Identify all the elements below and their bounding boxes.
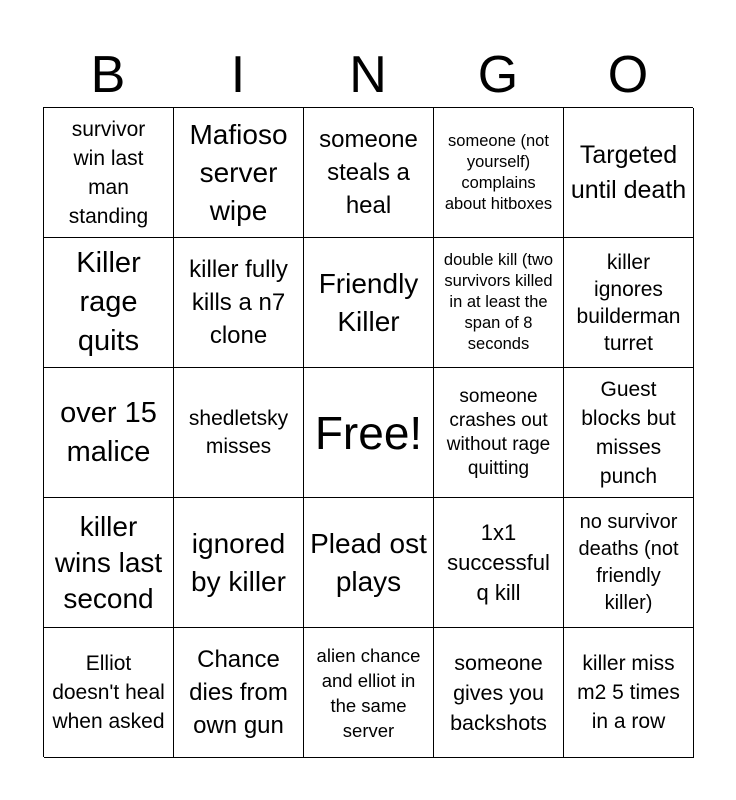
bingo-cell[interactable] xyxy=(44,238,174,368)
cell-label: Targeted until death xyxy=(570,140,687,204)
header-letter-b: B xyxy=(90,46,126,104)
bingo-cell[interactable] xyxy=(434,238,564,368)
header-letter-g: G xyxy=(477,46,519,104)
cell-label: ignored by killer xyxy=(191,527,286,597)
bingo-cell[interactable] xyxy=(564,238,694,368)
bingo-cell[interactable] xyxy=(174,628,304,758)
cell-label: 1x1 successful q kill xyxy=(447,519,550,605)
cell-label: someone (not yourself) complains about hitboxes xyxy=(444,131,553,213)
cell-label: Mafioso server wipe xyxy=(189,118,288,226)
cell-label: alien chance and elliot in the same server xyxy=(316,644,421,741)
bingo-cell[interactable] xyxy=(564,628,694,758)
header-letter-i: I xyxy=(230,46,246,104)
bingo-cell[interactable] xyxy=(304,238,434,368)
cell-label: killer ignores builderman turret xyxy=(576,250,681,355)
bingo-cell[interactable] xyxy=(304,108,434,238)
bingo-cell[interactable] xyxy=(304,628,434,758)
header-letter-n: N xyxy=(349,46,387,104)
cell-label: double kill (two survivors killed in at least the span of 8 seconds xyxy=(443,251,554,353)
bingo-cell[interactable] xyxy=(434,498,564,628)
cell-label: someone gives you backshots xyxy=(450,650,547,735)
bingo-cell[interactable] xyxy=(44,498,174,628)
free-space-label: Free! xyxy=(314,406,423,459)
bingo-cell[interactable] xyxy=(174,108,304,238)
cell-label: killer miss m2 5 times in a row xyxy=(577,652,680,733)
cell-label: someone steals a heal xyxy=(319,126,418,219)
bingo-cell[interactable] xyxy=(44,368,174,498)
bingo-cell[interactable] xyxy=(434,628,564,758)
bingo-cell[interactable] xyxy=(44,108,174,238)
cell-label: Chance dies from own gun xyxy=(189,646,288,739)
cell-label: shedletsky misses xyxy=(188,406,289,458)
header-letter-o: O xyxy=(607,46,649,104)
cell-label: Elliot doesn't heal when asked xyxy=(52,652,165,733)
bingo-grid xyxy=(43,107,693,757)
bingo-cell[interactable] xyxy=(174,498,304,628)
bingo-cell[interactable] xyxy=(174,368,304,498)
cell-label: killer fully kills a n7 clone xyxy=(189,256,288,349)
bingo-cell[interactable] xyxy=(434,368,564,498)
cell-label: killer wins last second xyxy=(54,510,163,614)
cell-label: someone crashes out without rage quitting xyxy=(446,385,551,479)
cell-label: Killer rage quits xyxy=(76,247,141,357)
bingo-cell[interactable] xyxy=(564,368,694,498)
cell-label: Friendly Killer xyxy=(318,267,419,337)
cell-label: over 15 malice xyxy=(60,396,157,468)
bingo-cell[interactable] xyxy=(564,108,694,238)
cell-label: Guest blocks but misses punch xyxy=(581,377,676,488)
bingo-cell[interactable] xyxy=(564,498,694,628)
cell-label: Plead ost plays xyxy=(310,527,427,597)
cell-label: survivor win last man standing xyxy=(68,117,149,228)
bingo-cell[interactable] xyxy=(304,498,434,628)
bingo-cell[interactable] xyxy=(434,108,564,238)
bingo-header xyxy=(43,42,693,108)
bingo-cell[interactable] xyxy=(44,628,174,758)
bingo-cell[interactable] xyxy=(304,368,434,498)
bingo-cell[interactable] xyxy=(174,238,304,368)
cell-label: no survivor deaths (not friendly killer) xyxy=(578,510,679,614)
